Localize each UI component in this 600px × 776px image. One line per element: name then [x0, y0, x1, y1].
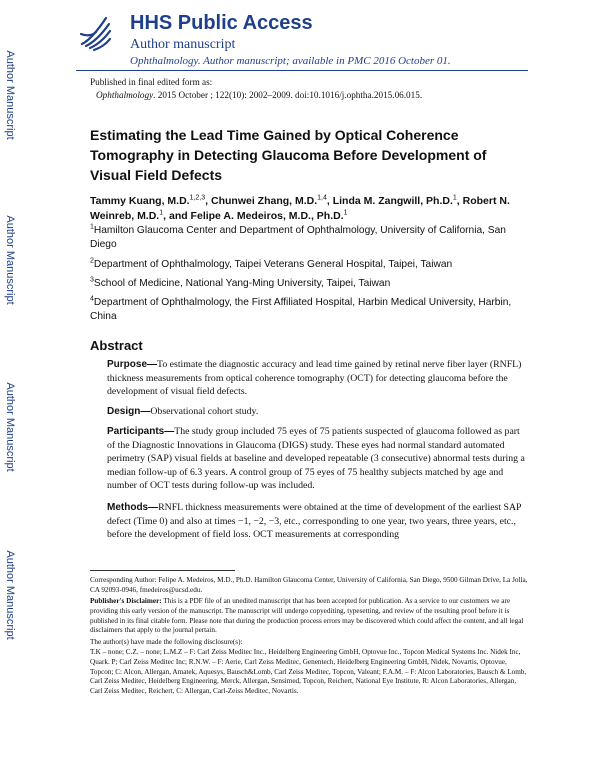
abstract-participants: Participants—The study group included 75 eyes of 75 patients suspected of glaucoma followed as part of the Diagnostic Innovations in Glaucoma (DIGS) study. These eyes had normal standard automated perimetry (SAP) visual fields at baseline and developed repeatable (3 consecutive) abnormal tests during a median follow-up of 6.3 years. A control group of 75 eyes of 75 healthy subjects matched by age and number of OCT tests during follow-up was included.	[107, 426, 525, 491]
author-list: Tammy Kuang, M.D.$^{1,2,3}$, Chunwei Zhang, M.D.$^{1,4}$, Linda M. Zangwill, Ph.D.$^1$, Robert N. Weinreb, M.D.$^1$, and Felipe A. Medeiros, M.D., Ph.D.$^1$	[90, 194, 510, 222]
publisher-disclaimer: Publisher's Disclaimer: This is a PDF file of an unedited manuscript that has been accepted for publication. As a service to our customers we are providing this early version of the manuscript. The manuscript will undergo copyediting, typesetting, and review of the resulting proof before it is published in its final citable form. Please note that during the production process errors may be discovered which could affect the content, and all legal disclaimers that apply to the journal pertain.	[90, 597, 524, 635]
published-line: Published in final edited form as:	[90, 77, 213, 87]
article-title: Estimating the Lead Time Gained by Optical Coherence Tomography in Detecting Glaucoma Before Development of Visual Field Defects	[90, 127, 487, 183]
citation-line: Ophthalmology. 2015 October ; 122(10): 2002–2009. doi:10.1016/j.ophtha.2015.06.015.	[96, 90, 423, 100]
footnote-divider	[90, 570, 235, 571]
corresponding-author: Corresponding Author: Felipe A. Medeiros, M.D., Ph.D. Hamilton Glaucoma Center, University of California, San Diego, 9500 Gilman Drive, La Jolla, CA 92093-0946, fmedeiros@ucsd.edu.	[90, 576, 528, 594]
availability-line: Ophthalmology. Author manuscript; available in PMC 2016 October 01.	[130, 55, 451, 67]
affiliation-1: $^1$Hamilton Glaucoma Center and Department of Ophthalmology, University of California, San Diego	[90, 223, 506, 250]
brand-title: HHS Public Access	[130, 12, 313, 34]
abstract-purpose: Purpose—To estimate the diagnostic accuracy and lead time gained by retinal nerve fiber layer (RNFL) thickness measurements from optical coherence tomography (OCT) for detecting glaucoma before the development of visual field defects.	[107, 359, 522, 397]
abstract-heading: Abstract	[90, 338, 143, 353]
author-manuscript-label: Author manuscript	[130, 37, 236, 52]
disclosure-intro: The author(s) have made the following disclosure(s):	[90, 638, 243, 646]
sidebar-label-3: Author Manuscript	[4, 382, 16, 472]
abstract-design: Design—Observational cohort study.	[107, 406, 259, 417]
hhs-eagle-logo-icon	[78, 14, 112, 52]
disclosure-text: T.K – none; C.Z. – none; L.M.Z – F: Carl Zeiss Meditec Inc., Heidelberg Engineering GmbH, Optovue Inc., Topcon Medical Systems Inc. Nidek Inc, Quark. P; Carl Zeiss Meditec Inc; R.N.W. – F: Aerie, Carl Zeiss Meditec, Genentech, Heidelberg Engineering GmbH, Nidek, Novartis, Optovue, Topcon; C: Alcon, Allergan, Amatek, Aquesys, Bausch&Lomb, Carl Zeiss Meditec, Topcon, Valeant; F.A.M. – F: Alcon Laboratories, Bausch & Lomb, Carl Zeiss Meditec, Heidelberg Engineering, Merck, Allergan, Sensimed, Topcon, Reichert, National Eye Institute, R: Alcon Laboratories, Allergan, Carl Zeiss Meditec, Reichert, C: Allergan, Carl-Zeiss Meditec, Novartis.	[90, 648, 527, 696]
sidebar-label-4: Author Manuscript	[4, 550, 16, 640]
affiliation-4: $^4$Department of Ophthalmology, the First Affiliated Hospital, Harbin Medical University, Harbin, China	[90, 295, 512, 322]
header-divider	[76, 70, 528, 71]
affiliation-3: $^3$School of Medicine, National Yang-Ming University, Taipei, Taiwan	[90, 276, 391, 289]
sidebar-label-2: Author Manuscript	[4, 215, 16, 305]
sidebar-label-1: Author Manuscript	[4, 50, 16, 140]
affiliation-2: $^2$Department of Ophthalmology, Taipei Veterans General Hospital, Taipei, Taiwan	[90, 257, 453, 270]
abstract-methods: Methods—RNFL thickness measurements were obtained at the time of development of the earliest SAP defect (Time 0) and also at times −1, −2, −3, etc., corresponding to one year, two years, three years, etc., before the development of field loss. OCT measurements at corresponding	[107, 502, 522, 540]
